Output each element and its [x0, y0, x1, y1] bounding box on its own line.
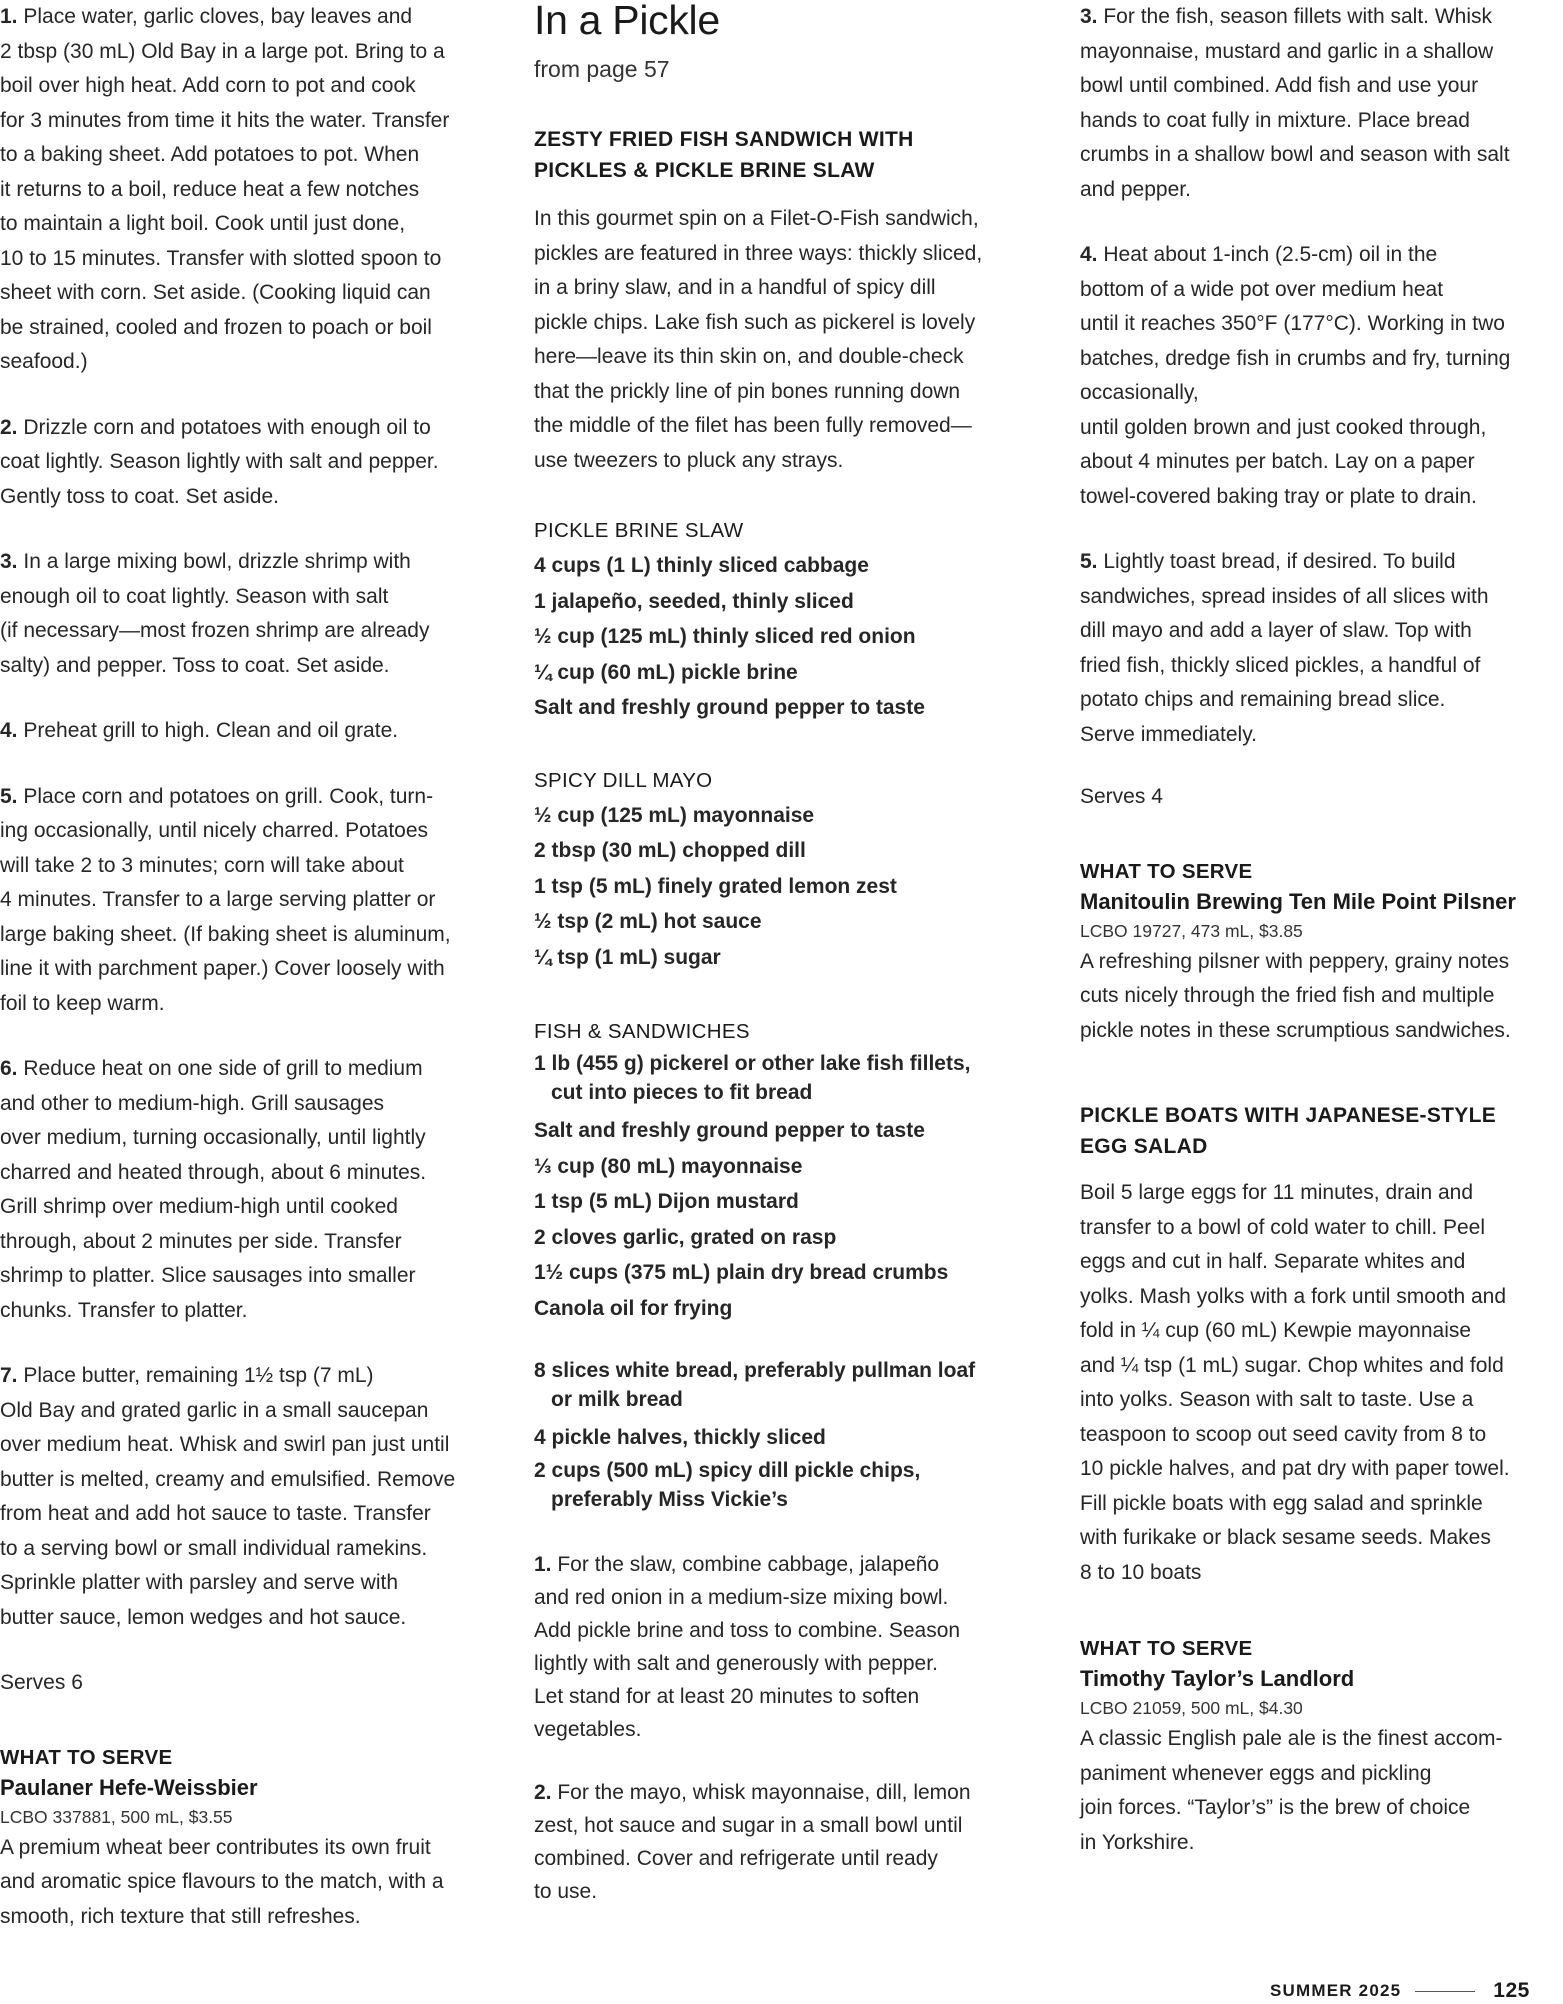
ingredient: ⅓ cup (80 mL) mayonnaise [534, 1154, 803, 1178]
column-right [1080, 0, 1560, 1860]
beverage-description: A classic English pale ale is the finest accom- paniment whenever eggs and pickling join forces. “Taylor’s” is the brew of choice in Yorkshire. [1080, 1727, 1503, 1854]
recipe-text: Boil 5 large eggs for 11 minutes, drain and transfer to a bowl of cold water to chill. Peel eggs and cut in half. Separate whites and yolks. Mash yolks with a fork until smooth and fold in ¼ cup (60 mL) Kewpie mayonnaise and ¼ tsp (1 mL) sugar. Chop whites and fold into yolks. Season with salt to taste. Use a teaspoon to scoop out seed cavity from 8 to 10 pickle halves, and pat dry with paper towel. Fill pickle boats with egg salad and sprinkle with furikake or black sesame seeds. Makes 8 to 10 boats [1080, 1181, 1510, 1584]
beverage-meta: LCBO 19727, 473 mL, $3.85 [1080, 920, 1303, 941]
step-7: 7. Place butter, remaining 1½ tsp (7 mL) Old Bay and grated garlic in a small saucepan over medium heat. Whisk and swirl pan just until butter is melted, creamy and emulsified. Remove from heat and add hot sauce to taste. Transfer to a serving bowl or small individual ramekins. Sprinkle platter with parsley and serve with butter sauce, lemon wedges and hot sauce. [0, 1364, 456, 1629]
ingredient: 2 cups (500 mL) spicy dill pickle chips, preferably Miss Vickie’s [534, 1458, 921, 1511]
ingredient: 1½ cups (375 mL) plain dry bread crumbs [534, 1261, 949, 1284]
step-2: 2. For the mayo, whisk mayonnaise, dill, lemon zest, hot sauce and sugar in a small bowl until combined. Cover and refrigerate until ready to use. [534, 1780, 971, 1903]
ingredient: ¼ tsp (1 mL) sugar [534, 945, 721, 969]
what-to-serve [0, 1743, 500, 1935]
step-text: Lightly toast bread, if desired. To build sandwiches, spread insides of all slices with dill mayo and add a layer of slaw. Top with fried fish, thickly sliced pickles, a handful of potato chips and remaining bread slice. Serve immediately. [1080, 550, 1489, 746]
slaw-section [534, 514, 1034, 726]
step-text: Heat about 1-inch (2.5-cm) oil in the bottom of a wide pot over medium heat until it reaches 350°F (177°C). Working in two batches, dredge fish in crumbs and fry, turning occasionally, until golden brown and just cooked through, about 4 minutes per batch. Lay on a paper towel-covered baking tray or plate to drain. [1080, 243, 1511, 508]
beverage-name: Paulaner Hefe-Weissbier [0, 1774, 258, 1800]
step-5: 5. Lightly toast bread, if desired. To build sandwiches, spread insides of all slices with dill mayo and add a layer of slaw. Top with fried fish, thickly sliced pickles, a handful of potato chips and remaining bread slice. Serve immediately. [1080, 550, 1489, 746]
ingredient: 1 tsp (5 mL) Dijon mustard [534, 1190, 799, 1213]
ingredient: 8 slices white bread, preferably pullman loaf or milk bread [534, 1359, 976, 1411]
page-title: In a Pickle [534, 0, 720, 43]
section-heading: SPICY DILL MAYO [534, 768, 713, 792]
beverage-description: A refreshing pilsner with peppery, grainy notes cuts nicely through the fried fish and multiple pickle notes in these scrumptious sandwiches. [1080, 949, 1511, 1042]
section-heading: FISH & SANDWICHES [534, 1020, 750, 1043]
step-3: 3. In a large mixing bowl, drizzle shrimp with enough oil to coat lightly. Season with salt (if necessary—most frozen shrimp are already salty) and pepper. Toss to coat. Set aside. [0, 550, 430, 677]
step-text: In a large mixing bowl, drizzle shrimp with enough oil to coat lightly. Season with salt (if necessary—most frozen shrimp are already salty) and pepper. Toss to coat. Set aside. [0, 550, 430, 677]
beverage-description: A premium wheat beer contributes its own fruit and aromatic spice flavours to the match, with a smooth, rich texture that still refreshes. [0, 1835, 444, 1928]
what-to-serve [1080, 1634, 1560, 1860]
step-4: 4. Preheat grill to high. Clean and oil grate. [0, 719, 399, 742]
beverage-name: Timothy Taylor’s Landlord [1080, 1666, 1355, 1691]
ingredient: ½ cup (125 mL) mayonnaise [534, 803, 815, 827]
ingredient: 2 tbsp (30 mL) chopped dill [534, 839, 806, 862]
serves: Serves 4 [1080, 785, 1163, 808]
step-text: For the mayo, whisk mayonnaise, dill, lemon zest, hot sauce and sugar in a small bowl until combined. Cover and refrigerate until ready to use. [534, 1780, 971, 1903]
step-text: Reduce heat on one side of grill to medium and other to medium-high. Grill sausages over medium, turning occasionally, until lightly charred and heated through, about 6 minutes. Grill shrimp over medium-high until cooked through, about 2 minutes per side. Transfer shrimp to platter. Slice sausages into smaller chunks. Transfer to platter. [0, 1057, 427, 1322]
ingredient: 4 pickle halves, thickly sliced [534, 1426, 826, 1449]
section-heading: PICKLE BRINE SLAW [534, 519, 744, 542]
ingredient: 1 lb (455 g) pickerel or other lake fish fillets, cut into pieces to fit bread [534, 1052, 971, 1104]
step-1: 1. For the slaw, combine cabbage, jalapeño and red onion in a medium-size mixing bowl. Add pickle brine and toss to combine. Season lightly with salt and generously with pepper. Let stand for at least 20 minutes to soften vegetables. [534, 1552, 961, 1741]
ingredient: 2 cloves garlic, grated on rasp [534, 1225, 837, 1249]
column-left [0, 0, 500, 1934]
step-text: Place butter, remaining 1½ tsp (7 mL) Old Bay and grated garlic in a small saucepan over medium heat. Whisk and swirl pan just until butter is melted, creamy and emulsified. Remove from heat and add hot sauce to taste. Transfer to a serving bowl or small individual ramekins. Sprinkle platter with parsley and serve with butter sauce, lemon wedges and hot sauce. [0, 1364, 456, 1629]
issue-label: SUMMER 2025 [1270, 1981, 1402, 2000]
ingredient: 1 tsp (5 mL) finely grated lemon zest [534, 874, 897, 898]
what-to-serve-heading: WHAT TO SERVE [1080, 859, 1253, 883]
page-footer [1270, 1978, 1563, 2004]
what-to-serve-heading: WHAT TO SERVE [0, 1745, 173, 1769]
ingredient: 4 cups (1 L) thinly sliced cabbage [534, 554, 869, 577]
step-text: For the slaw, combine cabbage, jalapeño and red onion in a medium-size mixing bowl. Add pickle brine and toss to combine. Season lightly with salt and generously with pepper. Let stand for at least 20 minutes to soften vegetables. [534, 1552, 961, 1741]
beverage-meta: LCBO 337881, 500 mL, $3.55 [0, 1806, 233, 1827]
footer-divider [1415, 1991, 1475, 1992]
ingredient: ¼ cup (60 mL) pickle brine [534, 660, 798, 684]
step-text: For the fish, season fillets with salt. Whisk mayonnaise, mustard and garlic in a shallow bowl until combined. Add fish and use your hands to coat fully in mixture. Place bread crumbs in a shallow bowl and season with salt and pepper. [1080, 5, 1510, 201]
ingredient: Salt and freshly ground pepper to taste [534, 696, 925, 719]
fish-section [534, 1015, 1034, 1520]
step-3: 3. For the fish, season fillets with salt. Whisk mayonnaise, mustard and garlic in a shallow bowl until combined. Add fish and use your hands to coat fully in mixture. Place bread crumbs in a shallow bowl and season with salt and pepper. [1080, 5, 1510, 201]
beverage-name: Manitoulin Brewing Ten Mile Point Pilsner [1080, 888, 1516, 914]
column-middle [534, 0, 1034, 1908]
recipe-title: ZESTY FRIED FISH SANDWICH WITH PICKLES & PICKLE BRINE SLAW [534, 128, 914, 182]
serves: Serves 6 [0, 1671, 83, 1694]
ingredient: Salt and freshly ground pepper to taste [534, 1119, 925, 1142]
what-to-serve-heading: WHAT TO SERVE [1080, 1637, 1253, 1660]
recipe-intro: In this gourmet spin on a Filet-O-Fish sandwich, pickles are featured in three ways: thickly sliced, in a briny slaw, and in a handful of spicy dill pickle chips. Lake fish such as pickerel is lovely here—leave its thin skin on, and double-check that the prickly line of pin bones running down the middle of the filet has been fully removed— use tweezers to pluck any strays. [534, 207, 983, 472]
mayo-section [534, 764, 1034, 976]
step-4: 4. Heat about 1-inch (2.5-cm) oil in the bottom of a wide pot over medium heat until it reaches 350°F (177°C). Working in two batches, dredge fish in crumbs and fry, turning occasionally, until golden brown and just cooked through, about 4 minutes per batch. Lay on a paper towel-covered baking tray or plate to drain. [1080, 243, 1511, 508]
page-subtitle: from page 57 [534, 56, 670, 82]
step-6: 6. Reduce heat on one side of grill to medium and other to medium-high. Grill sausages over medium, turning occasionally, until lightly charred and heated through, about 6 minutes. Grill shrimp over medium-high until cooked through, about 2 minutes per side. Transfer shrimp to platter. Slice sausages into smaller chunks. Transfer to platter. [0, 1057, 427, 1322]
ingredient: Canola oil for frying [534, 1296, 733, 1320]
step-5: 5. Place corn and potatoes on grill. Cook, turn- ing occasionally, until nicely charred. Potatoes will take 2 to 3 minutes; corn will take about 4 minutes. Transfer to a large serving platter or large baking sheet. (If baking sheet is aluminum, line it with parchment paper.) Cover loosely with foil to keep warm. [0, 784, 451, 1015]
page-number: 125 [1493, 1979, 1530, 2002]
step-text: Place corn and potatoes on grill. Cook, turn- ing occasionally, until nicely charred. Potatoes will take 2 to 3 minutes; corn will take about 4 minutes. Transfer to a large serving platter or large baking sheet. (If baking sheet is aluminum, line it with parchment paper.) Cover loosely with foil to keep warm. [0, 784, 451, 1015]
ingredient: 1 jalapeño, seeded, thinly sliced [534, 589, 854, 613]
ingredient: ½ cup (125 mL) thinly sliced red onion [534, 625, 916, 648]
ingredient: ½ tsp (2 mL) hot sauce [534, 910, 762, 933]
step-text: Drizzle corn and potatoes with enough oil to coat lightly. Season lightly with salt and pepper. Gently toss to coat. Set aside. [0, 415, 439, 508]
recipe-title: PICKLE BOATS WITH JAPANESE-STYLE EGG SALAD [1080, 1104, 1497, 1158]
step-text: Preheat grill to high. Clean and oil grate. [23, 719, 399, 742]
step-2: 2. Drizzle corn and potatoes with enough oil to coat lightly. Season lightly with salt and pepper. Gently toss to coat. Set aside. [0, 415, 439, 508]
step-1: 1. Place water, garlic cloves, bay leaves and 2 tbsp (30 mL) Old Bay in a large pot. Bring to a boil over high heat. Add corn to pot and cook for 3 minutes from time it hits the water. Transfer to a baking sheet. Add potatoes to pot. When it returns to a boil, reduce heat a few notches to maintain a light boil. Cook until just done, 10 to 15 minutes. Transfer with slotted spoon to sheet with corn. Set aside. (Cooking liquid can be strained, cooled and frozen to poach or boil seafood.) [0, 5, 450, 373]
step-text: Place water, garlic cloves, bay leaves and 2 tbsp (30 mL) Old Bay in a large pot. Bring to a boil over high heat. Add corn to pot and cook for 3 minutes from time it hits the water. Transfer to a baking sheet. Add potatoes to pot. When it returns to a boil, reduce heat a few notches to maintain a light boil. Cook until just done, 10 to 15 minutes. Transfer with slotted spoon to sheet with corn. Set aside. (Cooking liquid can be strained, cooled and frozen to poach or boil seafood.) [0, 5, 450, 373]
what-to-serve [1080, 857, 1560, 1049]
beverage-meta: LCBO 21059, 500 mL, $4.30 [1080, 1698, 1303, 1718]
